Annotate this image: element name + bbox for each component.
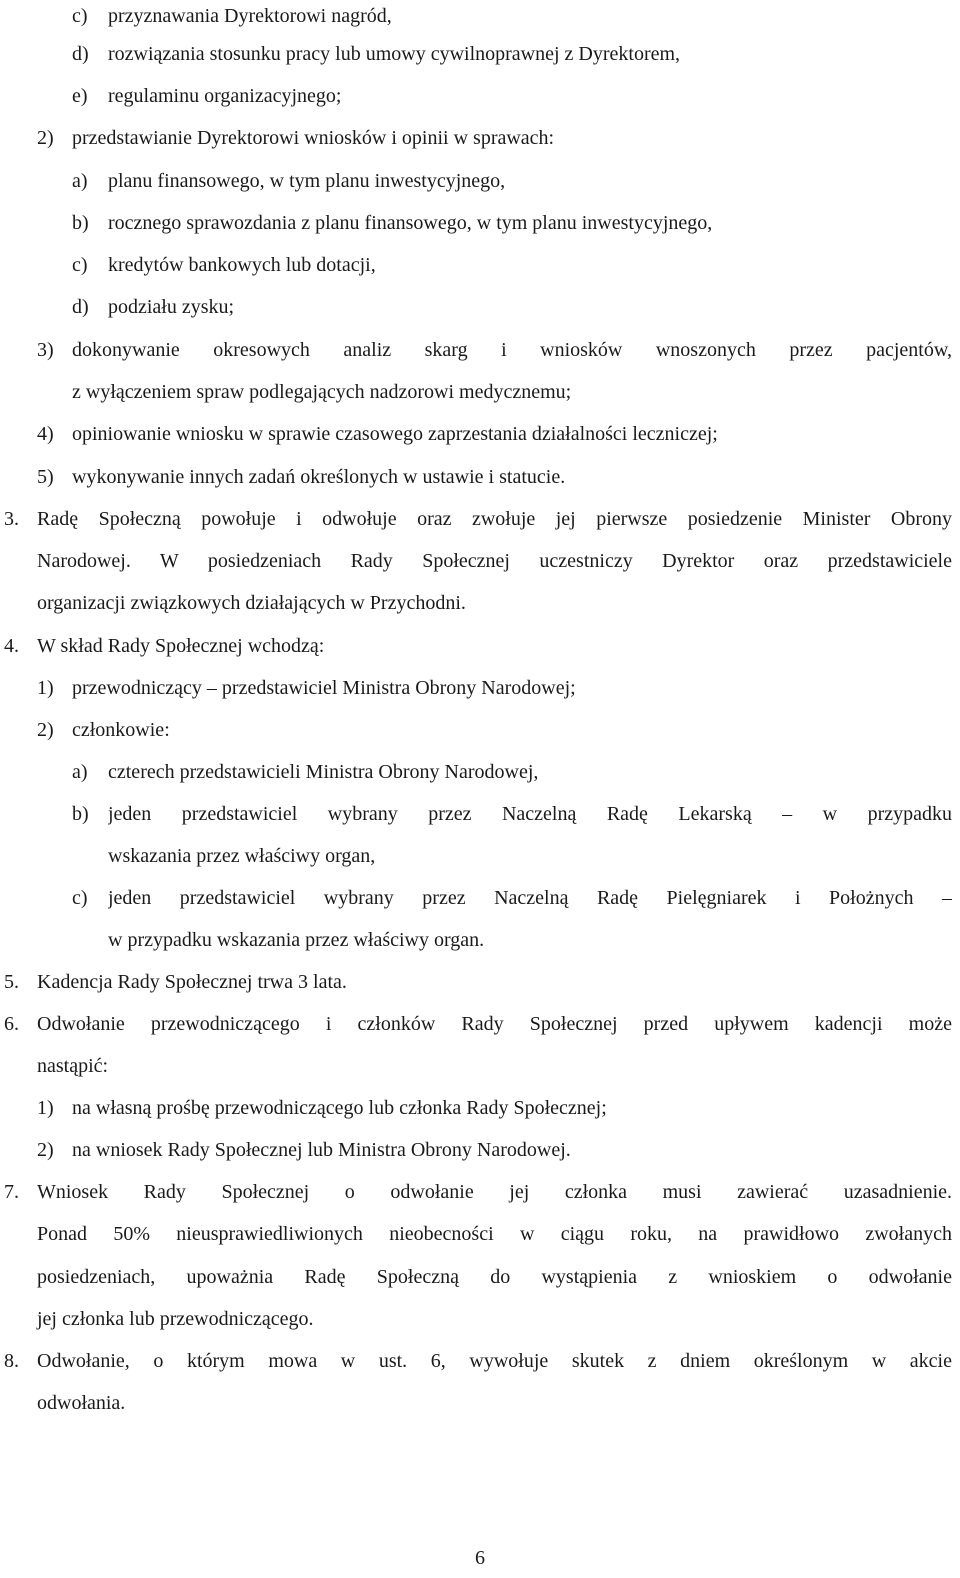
list-item-text: na wniosek Rady Społecznej lub Ministra Obrony Narodowej.: [72, 1139, 571, 1161]
section-number: 4.: [4, 635, 19, 657]
list-item-text: rocznego sprawozdania z planu finansowego, w tym planu inwestycyjnego,: [108, 212, 713, 234]
paragraph-text: Kadencja Rady Społecznej trwa 3 lata.: [37, 971, 347, 993]
list-item-text: członkowie:: [72, 719, 170, 741]
list-marker: 4): [37, 423, 54, 445]
section-number: 7.: [4, 1181, 19, 1203]
list-item-text: przedstawianie Dyrektorowi wniosków i opinii w sprawach:: [72, 127, 555, 149]
list-marker: 2): [37, 127, 54, 149]
list-item-text: przewodniczący – przedstawiciel Ministra Obrony Narodowej;: [72, 677, 576, 699]
paragraph-text: Radę Społeczną powołuje i odwołuje oraz zwołuje jej pierwsze posiedzenie Minister Obrony: [37, 508, 952, 530]
paragraph-text: Wniosek Rady Społecznej o odwołanie jej członka musi zawierać uzasadnienie.: [37, 1181, 952, 1203]
paragraph-text: jej członka lub przewodniczącego.: [37, 1308, 314, 1330]
paragraph-text: W skład Rady Społecznej wchodzą:: [37, 635, 325, 657]
list-marker: b): [72, 212, 89, 234]
list-item-text: jeden przedstawiciel wybrany przez Naczelną Radę Pielęgniarek i Położnych –: [108, 887, 952, 909]
paragraph-text: Narodowej. W posiedzeniach Rady Społecznej uczestniczy Dyrektor oraz przedstawiciele: [37, 550, 952, 572]
list-item-text: dokonywanie okresowych analiz skarg i wniosków wnoszonych przez pacjentów,: [72, 339, 952, 361]
list-item-text: opiniowanie wniosku w sprawie czasowego zaprzestania działalności leczniczej;: [72, 423, 718, 445]
list-marker: c): [72, 5, 88, 27]
list-marker: d): [72, 43, 89, 65]
section-number: 5.: [4, 971, 19, 993]
paragraph-text: Ponad 50% nieusprawiedliwionych nieobecności w ciągu roku, na prawidłowo zwołanych: [37, 1223, 952, 1245]
section-number: 8.: [4, 1350, 19, 1372]
list-item-continuation: w przypadku wskazania przez właściwy organ.: [108, 929, 485, 951]
list-marker: a): [72, 170, 88, 192]
list-marker: a): [72, 761, 88, 783]
paragraph-text: posiedzeniach, upoważnia Radę Społeczną do wystąpienia z wnioskiem o odwołanie: [37, 1266, 952, 1288]
paragraph-text: Odwołanie, o którym mowa w ust. 6, wywołuje skutek z dniem określonym w akcie: [37, 1350, 952, 1372]
list-item-text: na własną prośbę przewodniczącego lub członka Rady Społecznej;: [72, 1097, 607, 1119]
paragraph-text: odwołania.: [37, 1392, 126, 1414]
list-marker: c): [72, 254, 88, 276]
list-marker: 2): [37, 719, 54, 741]
paragraph-text: nastąpić:: [37, 1055, 109, 1077]
paragraph-text: organizacji związkowych działających w Przychodni.: [37, 592, 466, 614]
list-item-text: wykonywanie innych zadań określonych w ustawie i statucie.: [72, 466, 566, 488]
list-marker: b): [72, 803, 89, 825]
list-marker: c): [72, 887, 88, 909]
list-item-text: planu finansowego, w tym planu inwestycyjnego,: [108, 170, 506, 192]
page-number: 6: [475, 1547, 485, 1569]
list-marker: d): [72, 296, 89, 318]
list-item-text: kredytów bankowych lub dotacji,: [108, 254, 376, 276]
section-number: 6.: [4, 1013, 19, 1035]
list-marker: 1): [37, 677, 54, 699]
list-marker: 3): [37, 339, 54, 361]
list-marker: e): [72, 85, 88, 107]
list-marker: 2): [37, 1139, 54, 1161]
list-marker: 5): [37, 466, 54, 488]
section-number: 3.: [4, 508, 19, 530]
list-item-text: czterech przedstawicieli Ministra Obrony Narodowej,: [108, 761, 539, 783]
list-item-text: rozwiązania stosunku pracy lub umowy cywilnoprawnej z Dyrektorem,: [108, 43, 681, 65]
list-marker: 1): [37, 1097, 54, 1119]
list-item-text: regulaminu organizacyjnego;: [108, 85, 342, 107]
list-item-text: jeden przedstawiciel wybrany przez Naczelną Radę Lekarską – w przypadku: [108, 803, 952, 825]
paragraph-text: Odwołanie przewodniczącego i członków Rady Społecznej przed upływem kadencji może: [37, 1013, 952, 1035]
list-item-text: przyznawania Dyrektorowi nagród,: [108, 5, 392, 27]
list-item-text: podziału zysku;: [108, 296, 235, 318]
list-item-continuation: z wyłączeniem spraw podlegających nadzorowi medycznemu;: [72, 381, 572, 403]
list-item-continuation: wskazania przez właściwy organ,: [108, 845, 376, 867]
